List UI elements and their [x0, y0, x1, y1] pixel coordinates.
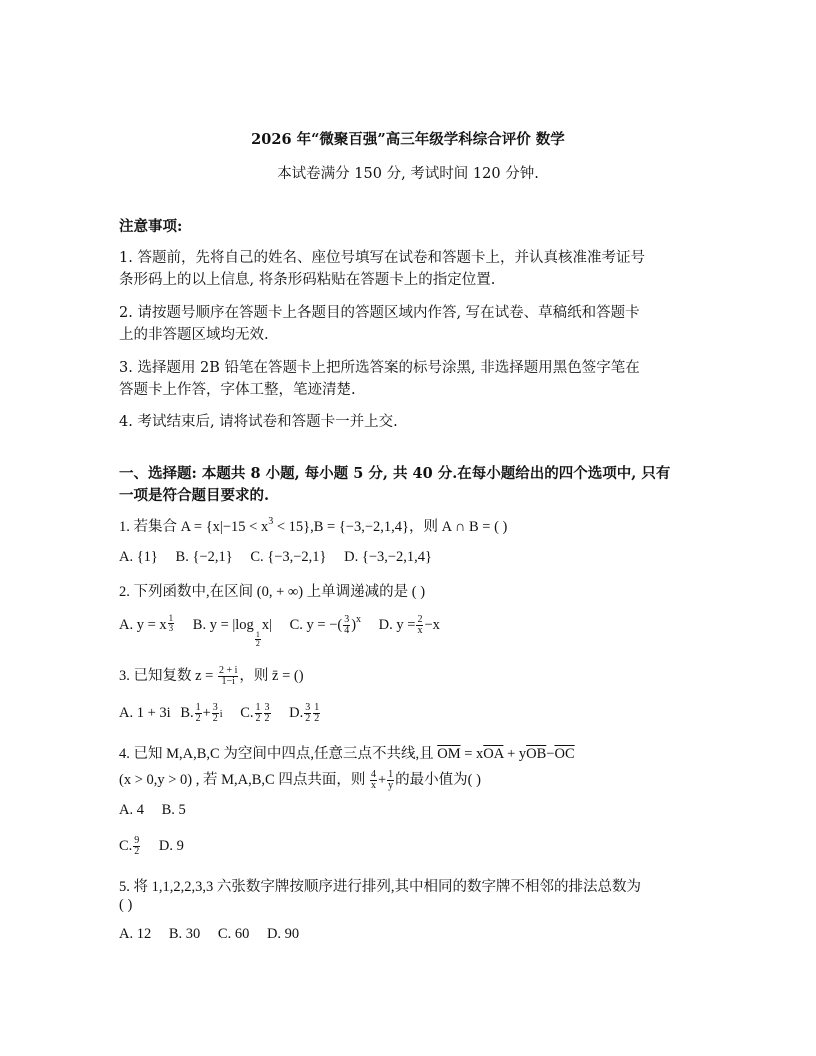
q2a-exp-den: 3: [168, 623, 174, 633]
notice-item-1-line1: 1. 答题前，先将自己的姓名、座位号填写在试卷和答题卡上，并认真核准准考证号: [119, 250, 645, 266]
q3b-d2: 2: [212, 713, 218, 724]
q4-vec-om: $\overline{OM}$: [437, 746, 461, 762]
notice-item-3-line2: 答题卡上作答，字体工整，笔迹清楚.: [119, 382, 356, 398]
q1-option-a: A. {1}: [119, 549, 158, 565]
q4-frac2-den: y: [388, 780, 394, 792]
q3c-d2: 2: [264, 713, 270, 724]
q2c-suffix: ): [351, 617, 357, 633]
q1-stem-suffix: < 15},B = {−3,−2,1,4}，则 A ∩ B = ( ): [273, 519, 508, 535]
q4-option-b: B. 5: [161, 802, 186, 818]
q3b-frac2: [212, 703, 219, 724]
q2c-exponent: x: [356, 614, 362, 625]
notice-item-1-line2: 条形码上的以上信息, 将条形码粘贴在答题卡上的指定位置.: [119, 272, 496, 288]
q2-option-b: [193, 617, 272, 648]
q5-option-c: C. 60: [217, 926, 250, 942]
q2b-base-fraction: [255, 631, 261, 648]
q4c-den: 2: [134, 846, 140, 857]
q4-line2-prefix: (x > 0,y > 0) , 若 M,A,B,C 四点共面，则: [119, 772, 366, 788]
q3c-frac1: [255, 703, 262, 724]
question-3-options: [119, 703, 335, 724]
q2d-den: x: [417, 625, 423, 637]
q4-vec-oc: $\overline{OC}$: [554, 746, 575, 762]
q4-frac1-den: x: [370, 780, 376, 792]
q4-frac1-num: 4: [370, 769, 376, 781]
question-5-options: [119, 926, 313, 943]
q2c-num: 3: [344, 614, 350, 626]
q2c-fraction: [343, 615, 350, 636]
q2-option-d: [379, 615, 440, 636]
q3-option-b: [180, 703, 222, 724]
q1-exponent: 3: [268, 516, 274, 527]
q4-frac-op: +: [377, 772, 387, 788]
q3b-n1: 1: [195, 702, 201, 713]
q3b-tail: i: [219, 708, 223, 720]
q3-option-d: [289, 703, 321, 724]
q4-minus: −: [546, 746, 555, 762]
q3d-d1: 2: [305, 713, 311, 724]
question-4-options-ab: [119, 802, 200, 819]
q3d-prefix: D.: [289, 704, 304, 721]
q3-stem-suffix: ，则 z̄ = (): [239, 668, 304, 684]
q2b-base-den: 2: [255, 639, 260, 648]
q4-frac2: [387, 770, 394, 791]
question-5-stem-line2: ( ): [119, 897, 133, 913]
q2c-den: 4: [344, 625, 350, 637]
q2b-suffix: x|: [261, 617, 272, 633]
q3c-prefix: C.: [240, 704, 254, 721]
q3-option-a: A. 1 + 3i: [119, 704, 171, 721]
q3d-frac1: [304, 703, 311, 724]
question-1-options: [119, 549, 446, 566]
q3c-n1: 1: [255, 702, 261, 713]
exam-title: 2026 年“微聚百强”高三年级学科综合评价 数学: [251, 131, 565, 148]
q4-option-c: [119, 836, 141, 857]
q3c-n2: 3: [264, 702, 270, 713]
q3c-d1: 2: [255, 713, 261, 724]
notice-item-2-line1: 2. 请按题号顺序在答题卡上各题目的答题区域内作答, 写在试卷、草稿纸和答题卡: [119, 305, 640, 321]
exam-subtitle: 本试卷满分 150 分, 考试时间 120 分钟.: [277, 166, 539, 182]
q2a-exp-num: 1: [168, 613, 174, 623]
question-5-stem-line1: 5. 将 1,1,2,2,3,3 六张数字牌按顺序进行排列,其中相同的数字牌不相邻的排法总数为: [119, 879, 641, 895]
question-3-stem: [119, 664, 304, 687]
q4-vec-ob: $\overline{OB}$: [526, 746, 547, 762]
q3-z-fraction: [218, 666, 238, 687]
q4c-prefix: C.: [119, 837, 133, 854]
q3-z-num: 2 + i: [219, 665, 238, 677]
question-4-options-cd: [119, 836, 198, 857]
q3b-n2: 3: [212, 702, 218, 713]
q4c-num: 9: [134, 835, 140, 846]
q3b-op: +: [202, 704, 211, 721]
notice-item-2-line2: 上的非答题区域均无效.: [119, 327, 269, 343]
q3d-frac2: [313, 703, 320, 724]
q4-plus-y: + y: [507, 746, 527, 762]
q3b-d1: 2: [195, 713, 201, 724]
q4-line2-suffix: 的最小值为( ): [395, 772, 481, 788]
q3d-n1: 3: [305, 702, 311, 713]
question-1-stem: [119, 515, 507, 536]
q1-option-d: D. {−3,−2,1,4}: [344, 549, 433, 565]
q2c-prefix: C. y = −(: [289, 617, 343, 633]
q4-option-d: D. 9: [158, 837, 184, 854]
notice-heading: 注意事项:: [119, 218, 183, 235]
q2b-prefix: B. y = |log: [192, 617, 254, 633]
q2-option-c: [290, 614, 361, 636]
q4-frac1: [370, 770, 377, 791]
q5-option-b: B. 30: [168, 926, 201, 942]
q3d-n2: 1: [314, 702, 320, 713]
q4-frac2-num: 1: [388, 769, 394, 781]
q1-stem-prefix: 1. 若集合 A = {x|−15 < x: [119, 519, 269, 535]
q3d-d2: 2: [314, 713, 320, 724]
q2a-exponent-fraction: [168, 614, 175, 633]
q3-option-c: [240, 703, 271, 724]
section-heading-line1: 一、选择题: 本题共 8 小题, 每小题 5 分, 共 40 分.在每小题给出的四个选项中, 只有: [119, 465, 671, 482]
notice-item-4: 4. 考试结束后, 请将试卷和答题卡一并上交.: [119, 414, 398, 430]
q5-option-d: D. 90: [266, 926, 300, 942]
q3b-prefix: B.: [180, 704, 194, 721]
q4-line1-prefix: 4. 已知 M,A,B,C 为空间中四点,任意三点不共线,且: [119, 746, 434, 762]
question-2-stem: 2. 下列函数中,在区间 (0, + ∞) 上单调递减的是 ( ): [119, 584, 426, 600]
section-heading-line2: 一项是符合题目要求的.: [119, 487, 270, 504]
q2a-prefix: A. y = x: [119, 617, 167, 633]
q1-option-b: B. {−2,1}: [175, 549, 233, 565]
q2d-prefix: D. y =: [378, 617, 416, 633]
q2b-base-num: 1: [255, 630, 260, 639]
q3c-frac2: [264, 703, 271, 724]
q4-vec-oa: $\overline{OA}$: [483, 746, 504, 762]
question-4-stem-line2: [119, 768, 481, 791]
q4c-fraction: [133, 836, 140, 857]
q4-eq-x: = x: [464, 746, 484, 762]
q2-option-a: [119, 614, 175, 634]
q4-option-a: A. 4: [119, 802, 144, 818]
question-2-options: [119, 614, 454, 648]
q2d-fraction: [416, 615, 423, 636]
notice-item-3-line1: 3. 选择题用 2B 铅笔在答题卡上把所选答案的标号涂黑, 非选择题用黑色签字笔在: [119, 360, 640, 376]
q3b-frac1: [195, 703, 202, 724]
q5-option-a: A. 12: [119, 926, 152, 942]
q1-option-c: C. {−3,−2,1}: [250, 549, 327, 565]
q3-z-den: 1−i: [221, 676, 235, 688]
q3-stem-prefix: 3. 已知复数 z =: [119, 668, 214, 684]
question-4-stem-line1: [119, 742, 575, 763]
q2d-num: 2: [417, 614, 423, 626]
q2d-suffix: −x: [424, 617, 440, 633]
